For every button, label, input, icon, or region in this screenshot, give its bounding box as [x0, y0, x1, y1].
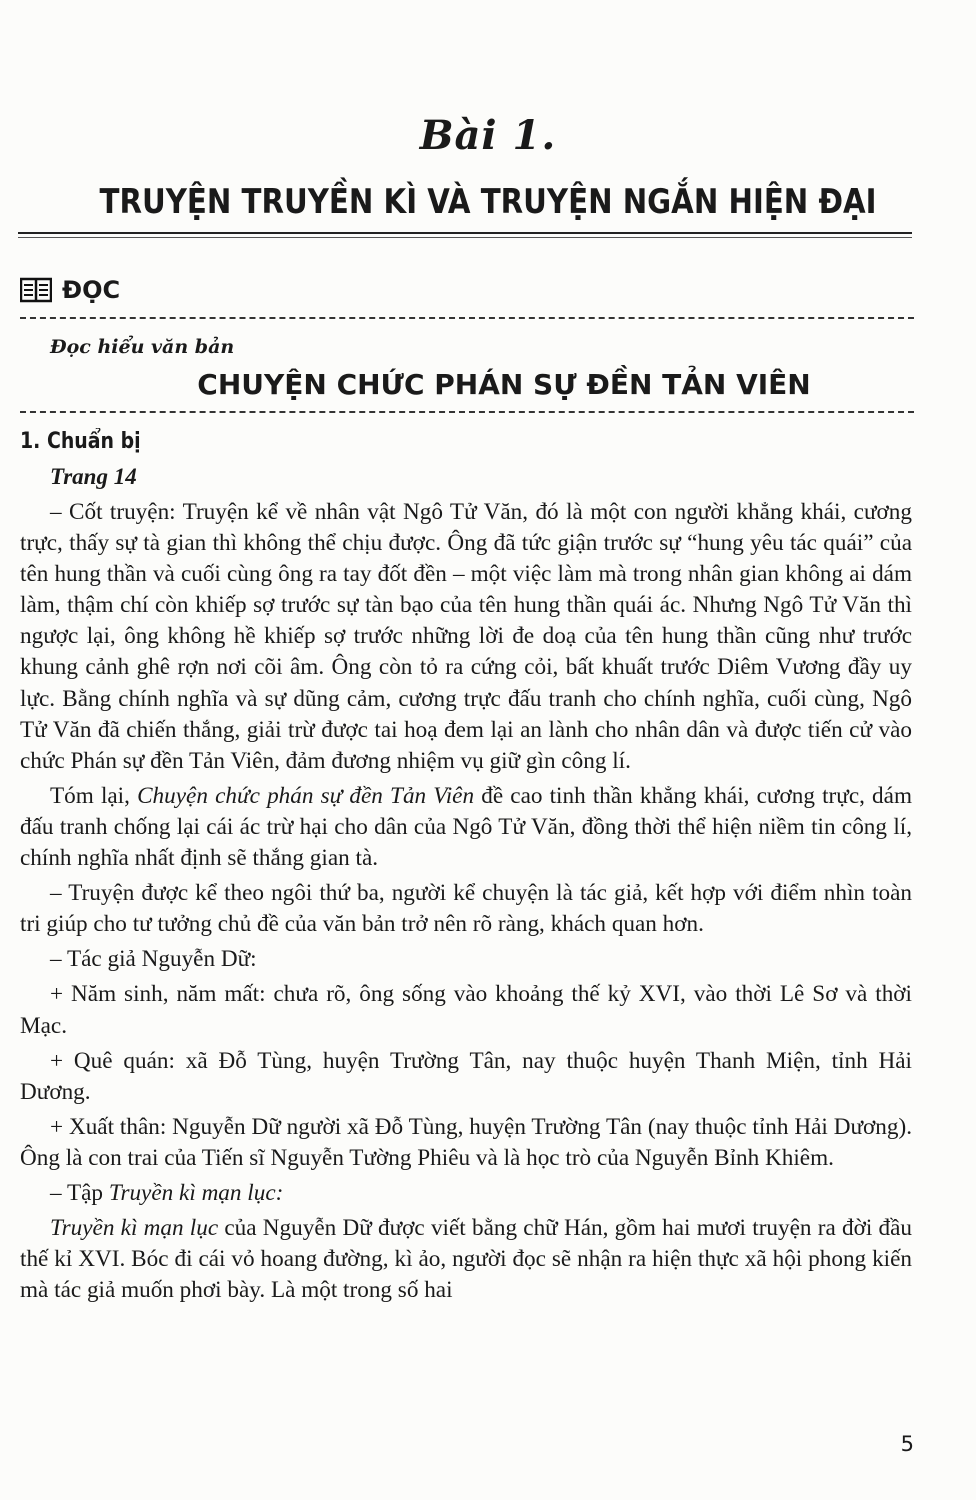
open-book-icon — [20, 276, 52, 304]
paragraph-author-dates: + Năm sinh, năm mất: chưa rõ, ông sống vào khoảng thế kỷ XVI, vào thời Lê Sơ và thời Mạc. — [20, 981, 912, 1039]
collection-title-inline: Truyền kì mạn lục — [50, 1215, 219, 1242]
paragraph-plot: – Cốt truyện: Truyện kể về nhân vật Ngô Tử Văn, đó là một con người khẳng khái, cương trực, thấy sự tà gian thì không thể chịu được. Ông đã tức giận trước sự “hung yêu tác quái” của tên hung thần và cuối cùng ông ra tay đốt đền – một việc làm mà trong nhân gian không ai dám làm, thậm chí còn khiếp sợ trước sự tàn bạo của tên hung thần quái ác. Nhưng Ngô Tử Văn thì ngược lại, ông không hề khiếp sợ trước những lời đe doạ của tên hung thần cũng như trước khung cảnh ghê rợn nơi cõi âm. Ông còn tỏ ra cứng cỏi, bất khuất trước Diêm Vương đầy uy lực. Bằng chính nghĩa và sự dũng cảm, cương trực đấu tranh cho chính nghĩa, cuối cùng, Ngô Tử Văn đã chiến thắng, giải trừ được tai hoạ đem lại an lành cho nhân dân và được tiến cử vào chức Phán sự đền Tản Viên, đảm đương nhiệm vụ giữ gìn công lí. — [20, 499, 912, 774]
paragraph-collection-heading: – Tập Truyền kì mạn lục: — [50, 1179, 284, 1206]
paragraph-author-hometown: + Quê quán: xã Đỗ Tùng, huyện Trường Tân, nay thuộc huyện Thanh Miện, tỉnh Hải Dương. — [20, 1047, 912, 1105]
work-title: Chuyện chức phán sự đền Tản Viên — [137, 782, 475, 809]
paragraph-author-origin: + Xuất thân: Nguyễn Dữ người xã Đỗ Tùng, huyện Trường Tân (nay thuộc tỉnh Hải Dương). Ông là con trai của Tiến sĩ Nguyễn Tường Phiêu và là học trò của Nguyễn Bỉnh Khiêm. — [20, 1113, 912, 1171]
collection-title: Truyền kì mạn lục: — [108, 1179, 284, 1206]
page-number: 5 — [900, 1432, 914, 1456]
paragraph-summary: Tóm lại, Chuyện chức phán sự đền Tản Viên đề cao tinh thần khẳng khái, cương trực, dám đấu tranh chống lại cái ác trừ hại cho dân của Ngô Tử Văn, đồng thời thể hiện niềm tin công lí, chính nghĩa nhất định sẽ thắng gian tà. — [20, 782, 912, 872]
dashed-divider-top — [20, 317, 914, 319]
page-reference: Trang 14 — [50, 464, 137, 489]
paragraph-narrator: – Truyện được kể theo ngôi thứ ba, người kể chuyện là tác giả, kết hợp với điểm nhìn toàn tri giúp cho tư tưởng chủ đề của văn bản trở nên rõ ràng, khách quan hơn. — [20, 880, 912, 938]
paragraph-collection: Truyền kì mạn lục của Nguyễn Dữ được viết bằng chữ Hán, gồm hai mươi truyện ra đời đầu thế kỉ XVI. Bóc đi cái vỏ hoang đường, kì ảo, người đọc sẽ nhận ra hiện thực xã hội phong kiến mà tác giả muốn phơi bày. Là một trong số hai — [20, 1215, 912, 1304]
lesson-number: Bài 1. — [419, 112, 557, 159]
dashed-divider-bottom — [20, 411, 914, 413]
body-text — [20, 497, 912, 1310]
lesson-title: TRUYỆN TRUYỀN KÌ VÀ TRUYỆN NGẮN HIỆN ĐẠI — [99, 182, 877, 222]
title-divider — [18, 232, 912, 238]
reading-sub-label: Đọc hiểu văn bản — [50, 336, 235, 358]
text-title: CHUYỆN CHỨC PHÁN SỰ ĐỀN TẢN VIÊN — [197, 368, 811, 401]
paragraph-author-heading: – Tác giả Nguyễn Dữ: — [50, 946, 257, 973]
section-header — [20, 276, 120, 304]
part-heading: 1. Chuẩn bị — [20, 429, 141, 454]
section-label: ĐỌC — [62, 276, 121, 304]
